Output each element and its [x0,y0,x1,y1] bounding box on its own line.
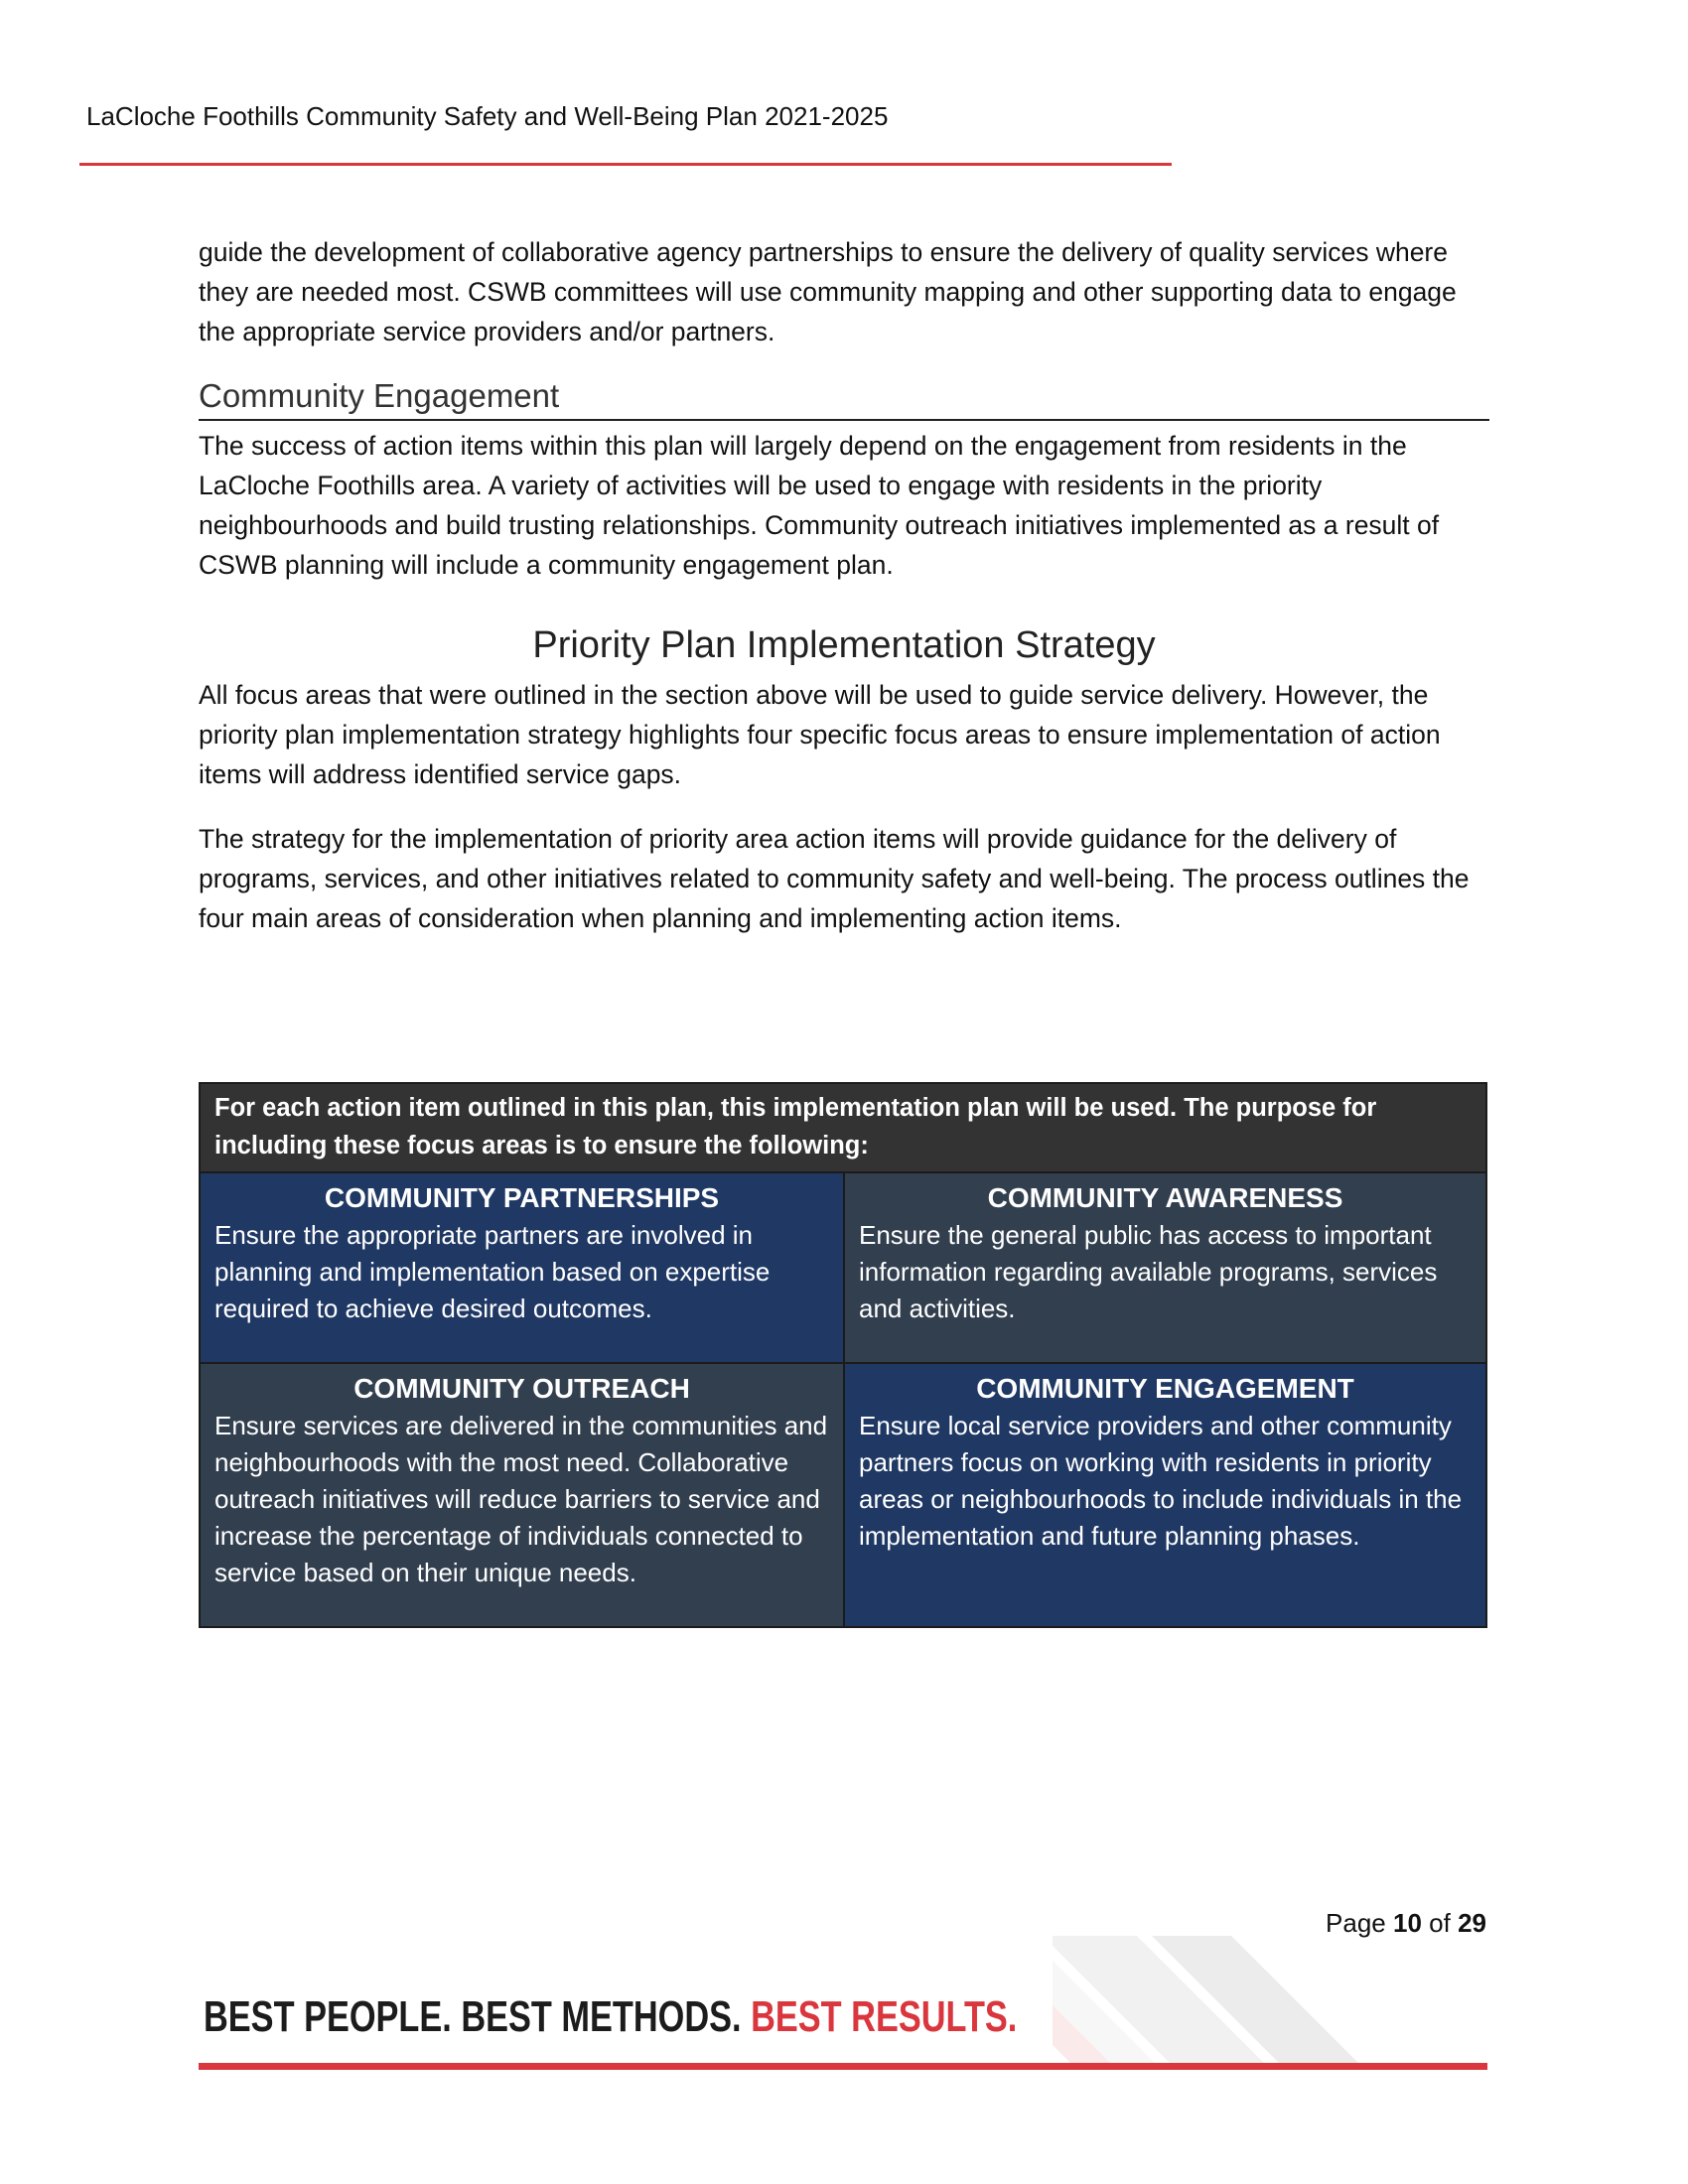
cell-text: Ensure the general public has access to important information regarding available programs, services and activities. [859,1220,1438,1323]
page-label: Page [1326,1908,1386,1938]
cell-title: COMMUNITY AWARENESS [987,1182,1343,1213]
section-heading-priority-plan: Priority Plan Implementation Strategy [532,624,1156,666]
cell-text: Ensure the appropriate partners are involved in planning and implementation based on expertise required to achieve desired outcomes. [214,1220,771,1323]
page-total: 29 [1458,1908,1486,1938]
cell-community-engagement [843,1364,1485,1626]
cell-title: COMMUNITY OUTREACH [353,1373,690,1404]
slogan-main: BEST PEOPLE. BEST METHODS. [204,1992,742,2041]
page-current: 10 [1393,1908,1422,1938]
cell-community-outreach [201,1364,843,1626]
intro-paragraph: guide the development of collaborative agency partnerships to ensure the delivery of quality services where they are needed most. CSWB committees will use community mapping and other supporting data to engage the appropriate service providers and/or partners. [199,237,1457,346]
implementation-table-header: For each action item outlined in this plan, this implementation plan will be used. The purpose for including these focus areas is to ensure the following: [201,1084,1485,1171]
footer-slogan [204,1992,1017,2042]
slogan-accent: BEST RESULTS. [751,1992,1018,2041]
running-header: LaCloche Foothills Community Safety and Well-Being Plan 2021-2025 [86,101,889,131]
page-number [1326,1908,1486,1939]
priority-plan-paragraph-2: The strategy for the implementation of priority area action items will provide guidance for the delivery of programs, services, and other initiatives related to community safety and well-being. The process outlines the four main areas of consideration when planning and implementing action items. [199,824,1470,933]
table-row [201,1171,1485,1362]
header-divider [79,163,1172,166]
priority-plan-paragraph-1: All focus areas that were outlined in the section above will be used to guide service delivery. However, the priority plan implementation strategy highlights four specific focus areas to ensure implementation of action items will address identified service gaps. [199,680,1441,789]
cell-title: COMMUNITY PARTNERSHIPS [324,1182,720,1213]
cell-community-partnerships [201,1173,843,1362]
implementation-table [199,1082,1487,1628]
section-heading-community-engagement: Community Engagement [199,374,1489,421]
footer-decorative-stripes [1053,1936,1499,2070]
cell-text: Ensure local service providers and other community partners focus on working with residents in priority areas or neighbourhoods to include individuals in the implementation and future planning phases. [859,1411,1463,1551]
page-of: of [1429,1908,1451,1938]
table-row [201,1362,1485,1626]
footer-divider [199,2063,1487,2070]
community-engagement-paragraph: The success of action items within this plan will largely depend on the engagement from residents in the LaCloche Foothills area. A variety of activities will be used to engage with residents in the priority neighbourhoods and build trusting relationships. Community outreach initiatives implemented as a result of CSWB planning will include a community engagement plan. [199,431,1440,580]
cell-community-awareness [843,1173,1485,1362]
cell-title: COMMUNITY ENGAGEMENT [976,1373,1354,1404]
cell-text: Ensure services are delivered in the communities and neighbourhoods with the most need. Collaborative outreach initiatives will reduce barriers to service and increase the percentage of individuals connected to service based on their unique needs. [214,1411,828,1587]
